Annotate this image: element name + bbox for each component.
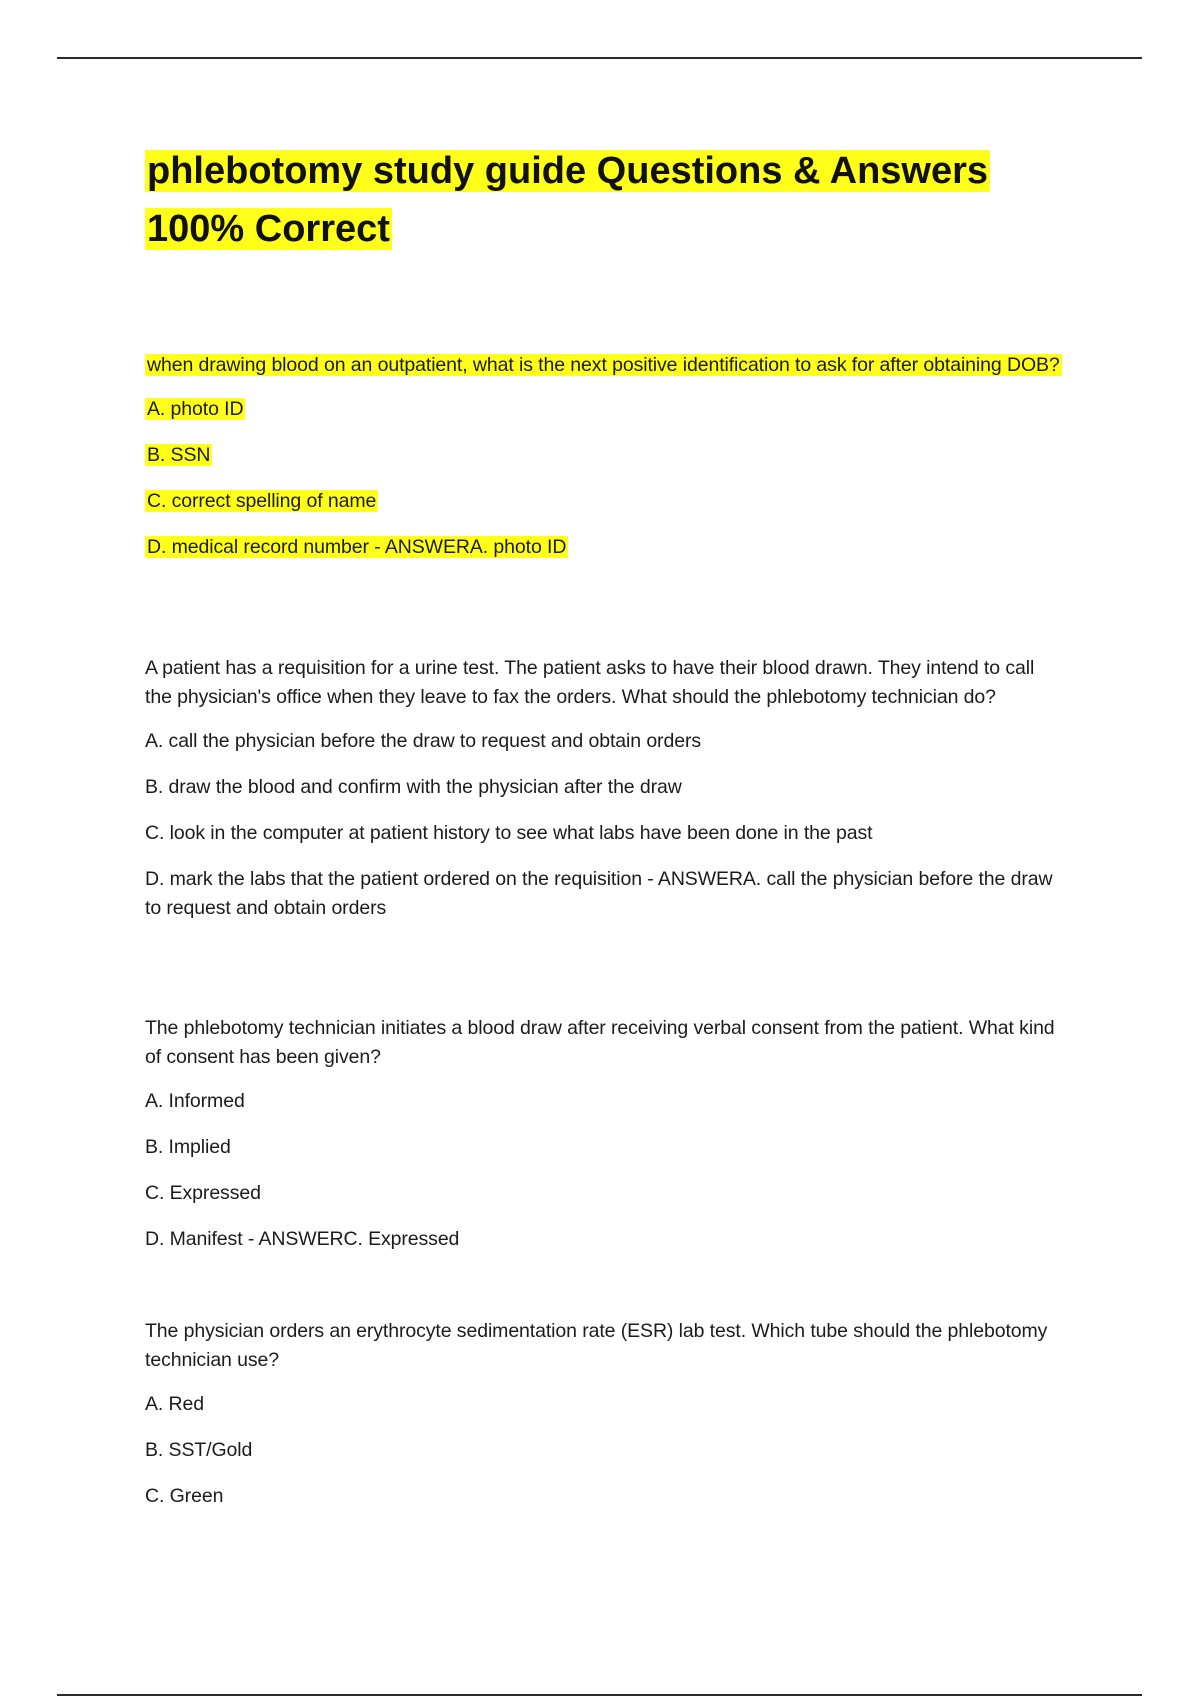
question-text-content: when drawing blood on an outpatient, what is the next positive identification to ask for after obtaining DOB? xyxy=(147,354,1060,376)
document-title-text: phlebotomy study guide Questions & Answers 100% Correct xyxy=(147,150,989,250)
answer-option: B. SST/Gold xyxy=(145,1439,253,1461)
answer-option-text: B. SSN xyxy=(147,444,211,466)
answer-option: A. Informed xyxy=(145,1090,245,1112)
question-text xyxy=(145,351,1065,380)
answer-option xyxy=(145,395,1065,424)
answer-option xyxy=(145,441,1065,470)
question-block xyxy=(145,1317,1065,1528)
document-title xyxy=(145,142,1045,258)
answer-option xyxy=(145,533,1065,562)
question-text: A patient has a requisition for a urine test. The patient asks to have their blood drawn. They intend to call the physician's office when they leave to fax the orders. What should the phlebotomy technician do? xyxy=(145,657,1035,708)
answer-option: D. mark the labs that the patient ordered on the requisition - ANSWERA. call the physician before the draw to request and obtain orders xyxy=(145,868,1053,919)
question-text: The phlebotomy technician initiates a blood draw after receiving verbal consent from the patient. What kind of consent has been given? xyxy=(145,1017,1055,1068)
answer-option: A. Red xyxy=(145,1393,205,1415)
top-divider xyxy=(57,57,1142,59)
question-block xyxy=(145,351,1065,579)
bottom-divider xyxy=(57,1694,1142,1696)
answer-option xyxy=(145,487,1065,516)
answer-option: B. Implied xyxy=(145,1136,231,1158)
answer-option-text: A. photo ID xyxy=(147,398,244,420)
answer-option: C. look in the computer at patient history to see what labs have been done in the past xyxy=(145,822,873,844)
answer-option-text: D. medical record number - ANSWERA. photo ID xyxy=(147,536,567,558)
question-block xyxy=(145,654,1065,940)
answer-option: B. draw the blood and confirm with the physician after the draw xyxy=(145,776,682,798)
answer-option: D. Manifest - ANSWERC. Expressed xyxy=(145,1228,460,1250)
answer-option: C. Green xyxy=(145,1485,224,1507)
answer-option: C. Expressed xyxy=(145,1182,261,1204)
answer-option-text: C. correct spelling of name xyxy=(147,490,377,512)
question-text: The physician orders an erythrocyte sedimentation rate (ESR) lab test. Which tube should the phlebotomy technician use? xyxy=(145,1320,1048,1371)
answer-option: A. call the physician before the draw to request and obtain orders xyxy=(145,730,701,752)
question-block xyxy=(145,1014,1065,1271)
